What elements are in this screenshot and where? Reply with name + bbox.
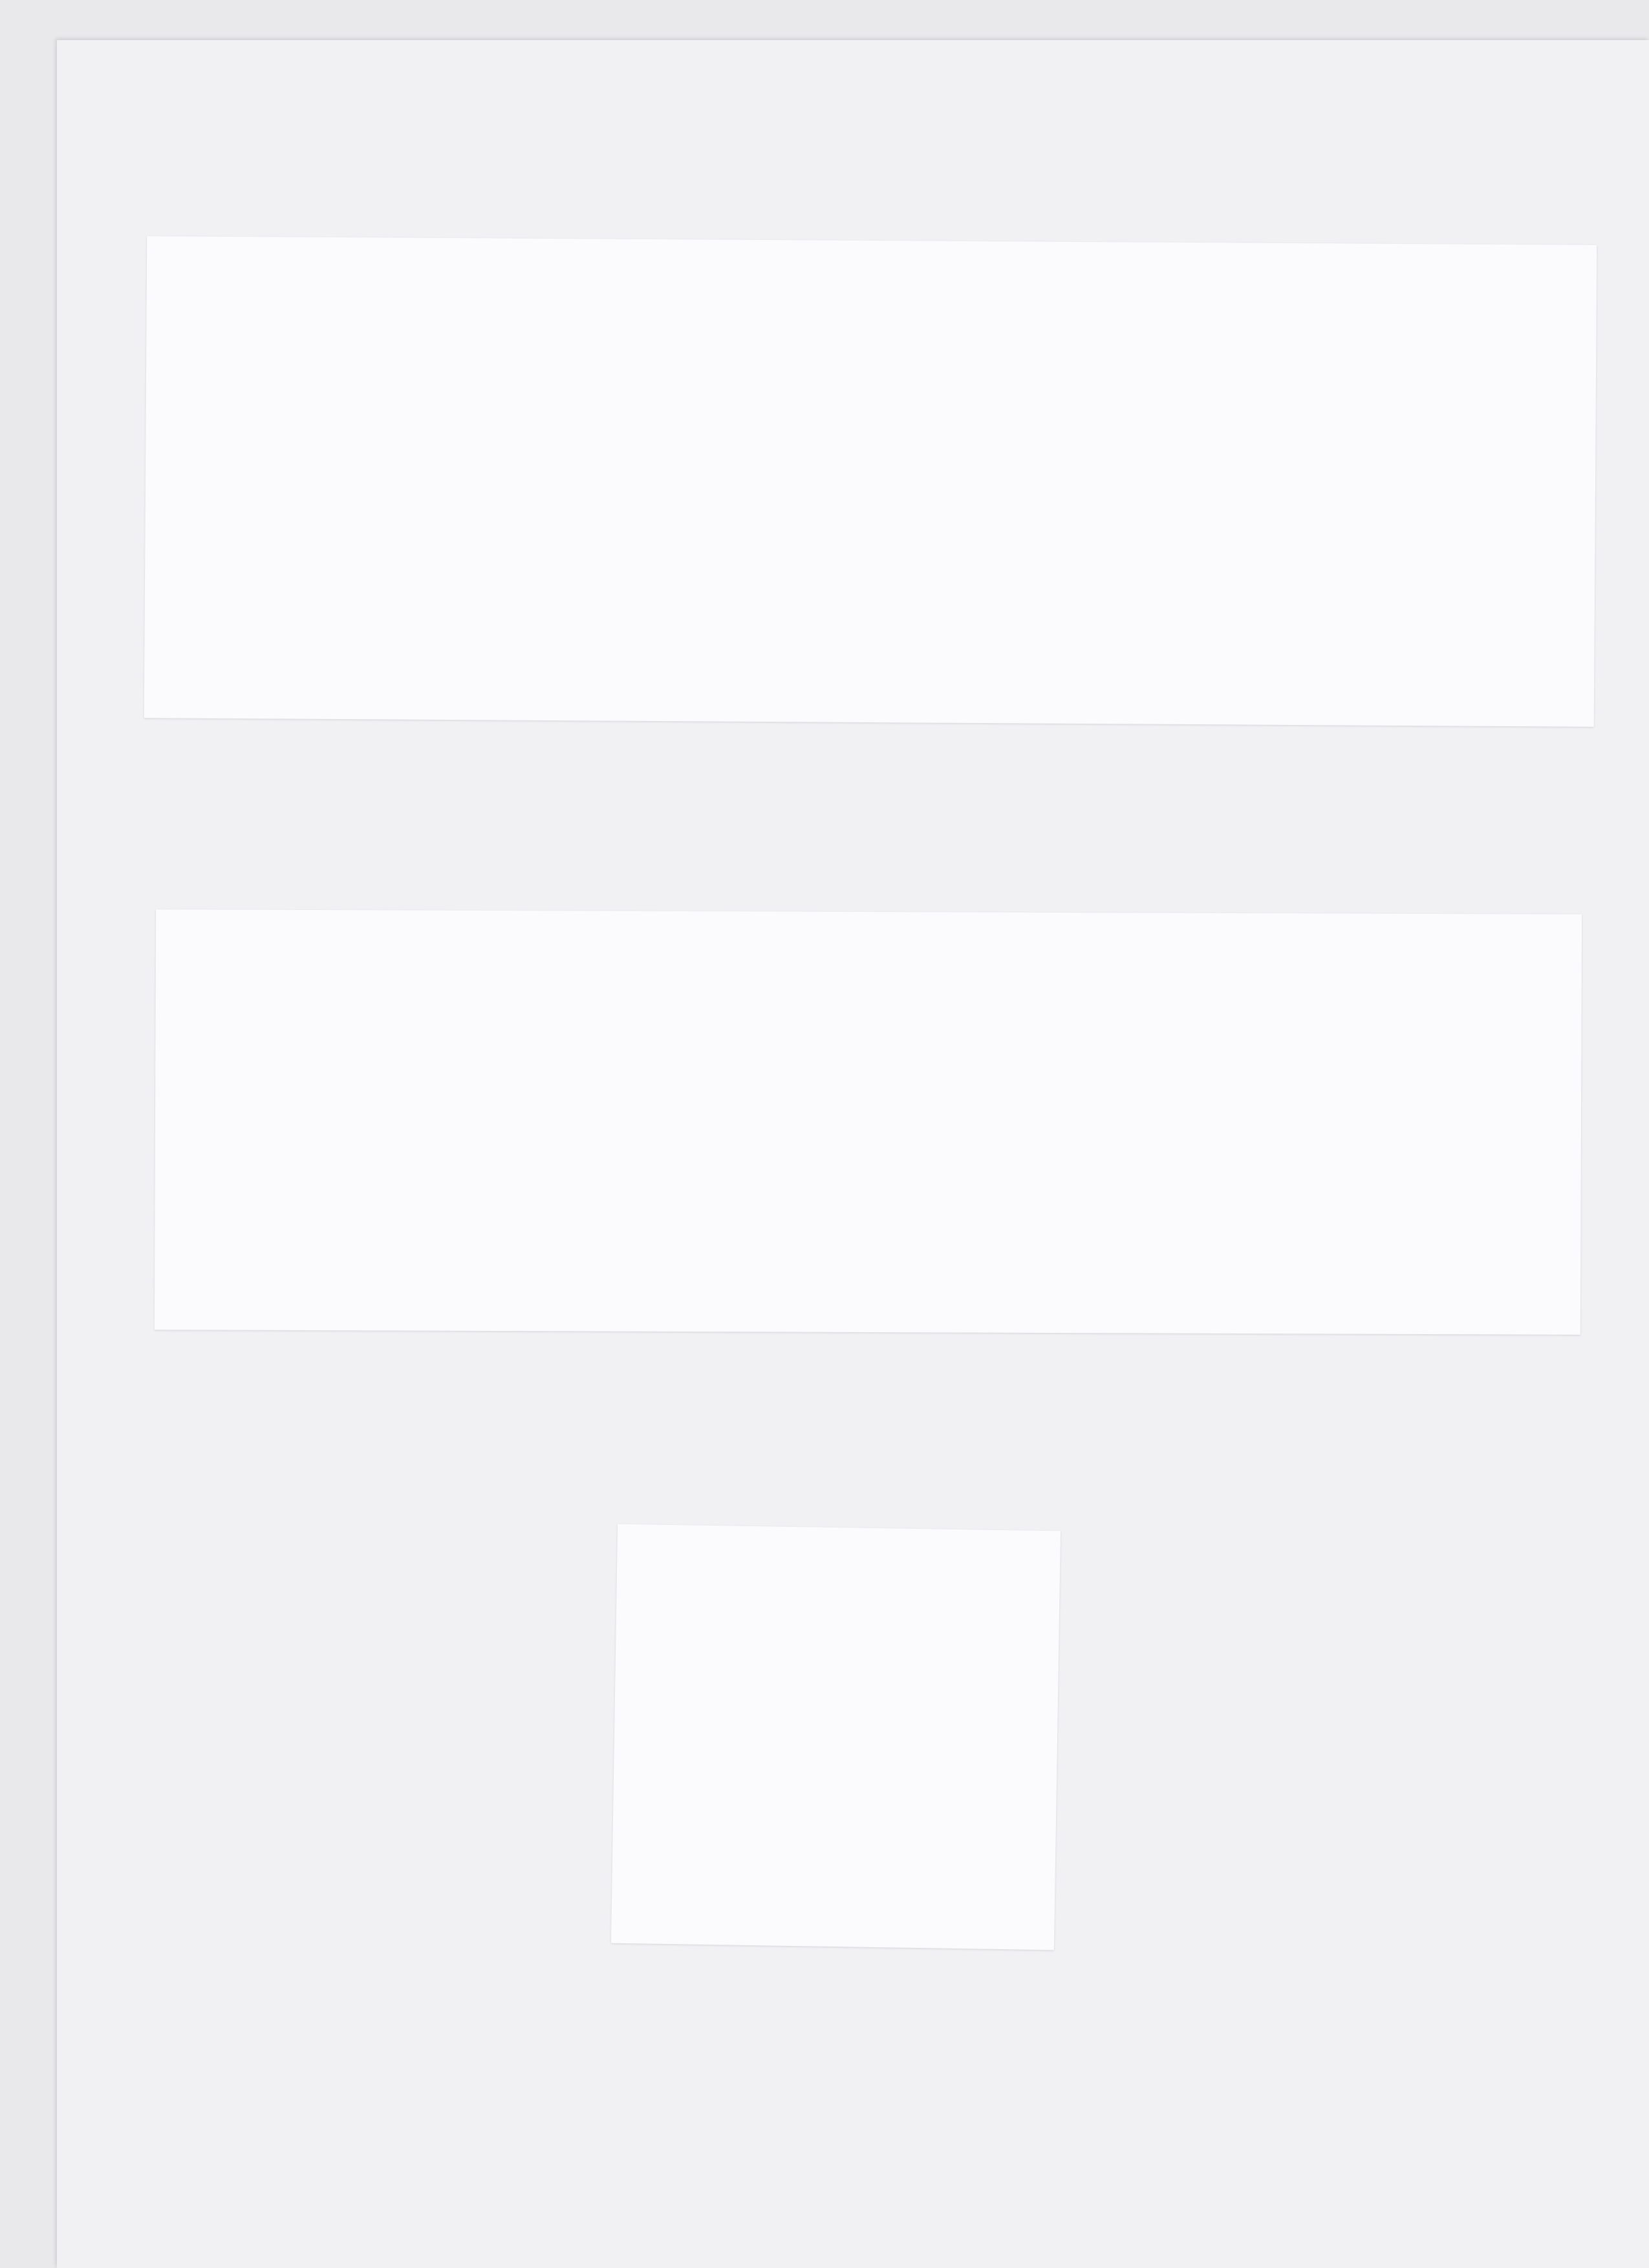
bottom-strip <box>611 1524 1061 1950</box>
top-strip <box>144 236 1597 727</box>
middle-strip <box>155 909 1582 1335</box>
